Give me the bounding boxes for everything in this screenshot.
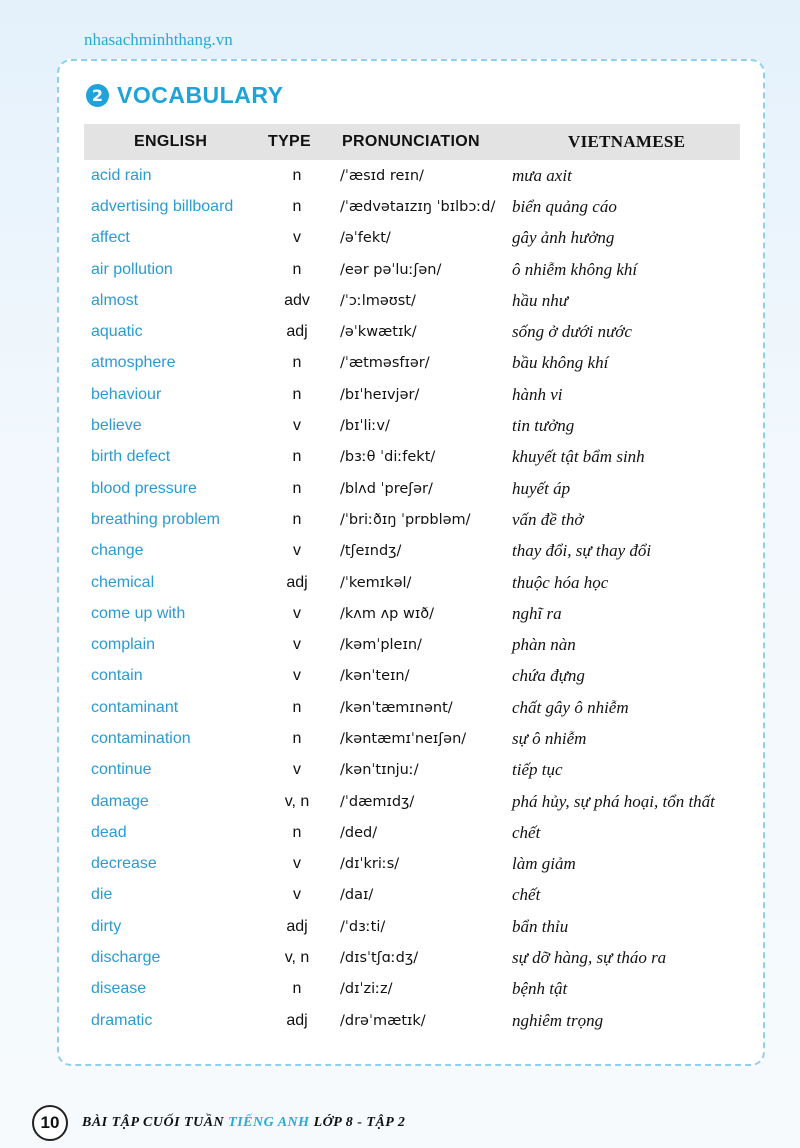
type-cell: v xyxy=(293,636,301,654)
site-url: nhasachminhthang.vn xyxy=(84,30,233,49)
vietnamese-cell: nghiêm trọng xyxy=(512,1010,604,1030)
vietnamese-cell: sự ô nhiễm xyxy=(512,728,587,748)
pronunciation-cell: /kəmˈpleɪn/ xyxy=(340,637,422,654)
table-row xyxy=(84,223,740,254)
english-cell: breathing problem xyxy=(91,510,220,528)
pronunciation-cell: /ˈdæmɪdʒ/ xyxy=(340,793,415,810)
book-title-part2: LỚP 8 - TẬP 2 xyxy=(309,1115,406,1130)
book-title-part1: BÀI TẬP CUỐI TUẦN xyxy=(82,1115,229,1130)
table-row xyxy=(84,974,740,1005)
pronunciation-cell: /ˈkemɪkəl/ xyxy=(340,574,412,591)
pronunciation-cell: /drəˈmætɪk/ xyxy=(340,1012,426,1029)
pronunciation-cell: /dɪˈziːz/ xyxy=(340,981,393,998)
section-title xyxy=(86,82,283,109)
english-cell: disease xyxy=(91,980,147,998)
type-cell: adj xyxy=(286,1011,308,1029)
type-cell: n xyxy=(292,260,302,278)
vietnamese-cell: làm giảm xyxy=(512,854,576,874)
pronunciation-cell: /ded/ xyxy=(340,824,378,841)
english-cell: decrease xyxy=(91,855,157,873)
table-row xyxy=(84,160,740,191)
column-header-vietnamese: VIETNAMESE xyxy=(568,132,686,151)
pronunciation-cell: /dɪˈkriːs/ xyxy=(340,856,400,873)
vietnamese-cell: bẩn thỉu xyxy=(512,916,569,936)
type-cell: n xyxy=(292,385,302,403)
table-row xyxy=(84,629,740,660)
table-row xyxy=(84,880,740,911)
vietnamese-cell: phàn nàn xyxy=(512,635,576,655)
english-cell: atmosphere xyxy=(91,354,176,372)
column-header-pronunciation: PRONUNCIATION xyxy=(342,133,480,150)
english-cell: damage xyxy=(91,792,149,810)
type-cell: v, n xyxy=(284,792,310,810)
vocabulary-table xyxy=(84,124,740,1036)
pronunciation-cell: /kənˈtɪnjuː/ xyxy=(340,762,419,779)
english-cell: die xyxy=(91,886,113,904)
type-cell: n xyxy=(292,698,302,716)
section-title-text: VOCABULARY xyxy=(117,82,284,108)
pronunciation-cell: /kənˈteɪn/ xyxy=(340,668,410,685)
type-cell: adj xyxy=(286,917,308,935)
english-cell: behaviour xyxy=(91,385,162,403)
table-row xyxy=(84,410,740,441)
english-cell: contaminant xyxy=(91,698,179,716)
table-row xyxy=(84,316,740,347)
table-row xyxy=(84,692,740,723)
type-cell: v xyxy=(293,886,301,904)
table-row xyxy=(84,849,740,880)
english-cell: advertising billboard xyxy=(91,197,234,215)
table-row xyxy=(84,911,740,942)
vietnamese-cell: thuộc hóa học xyxy=(512,572,609,592)
table-row xyxy=(84,442,740,473)
type-cell: v xyxy=(293,667,301,685)
pronunciation-cell: /dɪsˈtʃɑːdʒ/ xyxy=(340,950,419,967)
english-cell: continue xyxy=(91,761,152,779)
pronunciation-cell: /ˈæsɪd reɪn/ xyxy=(340,167,424,184)
type-cell: v xyxy=(293,417,301,435)
type-cell: n xyxy=(292,354,302,372)
vietnamese-cell: hành vi xyxy=(512,384,563,404)
page-number: 10 xyxy=(32,1105,68,1141)
pronunciation-cell: /ˈdɜːti/ xyxy=(340,918,386,935)
book-title-highlight: TIẾNG ANH xyxy=(228,1115,310,1130)
vietnamese-cell: phá hủy, sự phá hoại, tổn thất xyxy=(512,791,715,811)
english-cell: dead xyxy=(91,823,127,841)
book-title xyxy=(82,1115,405,1131)
vietnamese-cell: gây ảnh hưởng xyxy=(512,228,615,248)
vietnamese-cell: chất gây ô nhiễm xyxy=(512,697,629,717)
type-cell: n xyxy=(292,510,302,528)
pronunciation-cell: /ˈædvətaɪzɪŋ ˈbɪlbɔːd/ xyxy=(340,198,496,215)
vietnamese-cell: biển quảng cáo xyxy=(512,196,617,216)
pronunciation-cell: /bɪˈliːv/ xyxy=(340,418,390,435)
pronunciation-cell: /əˈkwætɪk/ xyxy=(340,324,417,341)
type-cell: n xyxy=(292,197,302,215)
vietnamese-cell: vấn đề thở xyxy=(512,509,584,529)
type-cell: v, n xyxy=(284,949,310,967)
table-row xyxy=(84,661,740,692)
pronunciation-cell: /ˈɔːlməʊst/ xyxy=(340,292,416,309)
pronunciation-cell: /daɪ/ xyxy=(340,887,374,904)
table-row xyxy=(84,254,740,285)
vietnamese-cell: mưa axit xyxy=(512,165,572,185)
section-number-badge: 2 xyxy=(86,84,109,107)
vietnamese-cell: chết xyxy=(512,822,541,842)
english-cell: aquatic xyxy=(91,323,143,341)
table-row xyxy=(84,1005,740,1036)
vietnamese-cell: chứa đựng xyxy=(512,666,585,686)
table-row xyxy=(84,786,740,817)
vietnamese-cell: sự dỡ hàng, sự tháo ra xyxy=(512,948,667,968)
table-row xyxy=(84,723,740,754)
pronunciation-cell: /bɪˈheɪvjər/ xyxy=(340,386,420,403)
type-cell: v xyxy=(293,761,301,779)
table-row xyxy=(84,473,740,504)
table-row xyxy=(84,567,740,598)
pronunciation-cell: /kʌm ʌp wɪð/ xyxy=(340,605,434,622)
english-cell: complain xyxy=(91,636,156,654)
table-row xyxy=(84,285,740,316)
pronunciation-cell: /tʃeɪndʒ/ xyxy=(340,543,402,560)
pronunciation-cell: /blʌd ˈpreʃər/ xyxy=(340,480,433,497)
vietnamese-cell: hầu như xyxy=(512,290,569,310)
type-cell: n xyxy=(292,823,302,841)
english-cell: acid rain xyxy=(91,166,152,184)
english-cell: change xyxy=(91,542,144,560)
table-row xyxy=(84,504,740,535)
english-cell: dramatic xyxy=(91,1011,153,1029)
type-cell: v xyxy=(293,542,301,560)
pronunciation-cell: /bɜːθ ˈdiːfekt/ xyxy=(340,449,436,466)
type-cell: v xyxy=(293,604,301,622)
pronunciation-cell: /ˈætməsfɪər/ xyxy=(340,355,430,372)
page-footer xyxy=(32,1105,405,1141)
pronunciation-cell: /əˈfekt/ xyxy=(340,230,391,247)
english-cell: air pollution xyxy=(91,260,173,278)
vietnamese-cell: sống ở dưới nước xyxy=(512,322,632,342)
table-header-row xyxy=(84,124,740,160)
vietnamese-cell: chết xyxy=(512,885,541,905)
table-row xyxy=(84,379,740,410)
english-cell: almost xyxy=(91,291,139,309)
type-cell: n xyxy=(292,479,302,497)
table-row xyxy=(84,536,740,567)
vietnamese-cell: ô nhiễm không khí xyxy=(512,259,638,279)
english-cell: affect xyxy=(91,229,130,247)
type-cell: adj xyxy=(286,573,308,591)
vietnamese-cell: bệnh tật xyxy=(512,979,568,999)
vietnamese-cell: nghĩ ra xyxy=(512,603,562,623)
table-row xyxy=(84,755,740,786)
pronunciation-cell: /ˈbriːðɪŋ ˈprɒbləm/ xyxy=(340,511,471,528)
column-header-type: TYPE xyxy=(268,133,311,150)
type-cell: adv xyxy=(284,291,310,309)
table-body xyxy=(84,160,740,1036)
english-cell: dirty xyxy=(91,917,122,935)
table-row xyxy=(84,942,740,973)
vietnamese-cell: bầu không khí xyxy=(512,353,609,373)
pronunciation-cell: /kəntæmɪˈneɪʃən/ xyxy=(340,730,467,747)
table-row xyxy=(84,598,740,629)
type-cell: adj xyxy=(286,323,308,341)
type-cell: n xyxy=(292,980,302,998)
type-cell: v xyxy=(293,229,301,247)
vietnamese-cell: khuyết tật bẩm sinh xyxy=(512,447,645,467)
table-row xyxy=(84,191,740,222)
type-cell: v xyxy=(293,855,301,873)
english-cell: birth defect xyxy=(91,448,171,466)
pronunciation-cell: /eər pəˈluːʃən/ xyxy=(340,261,442,278)
column-header-english: ENGLISH xyxy=(134,133,208,150)
type-cell: n xyxy=(292,448,302,466)
vietnamese-cell: tiếp tục xyxy=(512,760,563,780)
type-cell: n xyxy=(292,166,302,184)
vietnamese-cell: thay đổi, sự thay đổi xyxy=(512,541,652,561)
table-row xyxy=(84,817,740,848)
vietnamese-cell: tin tưởng xyxy=(512,416,575,436)
english-cell: discharge xyxy=(91,949,161,967)
english-cell: believe xyxy=(91,417,142,435)
english-cell: contain xyxy=(91,667,143,685)
type-cell: n xyxy=(292,729,302,747)
vietnamese-cell: huyết áp xyxy=(512,478,571,498)
english-cell: contamination xyxy=(91,729,191,747)
pronunciation-cell: /kənˈtæmɪnənt/ xyxy=(340,699,453,716)
english-cell: blood pressure xyxy=(91,479,197,497)
english-cell: chemical xyxy=(91,573,155,591)
english-cell: come up with xyxy=(91,604,186,622)
table-row xyxy=(84,348,740,379)
